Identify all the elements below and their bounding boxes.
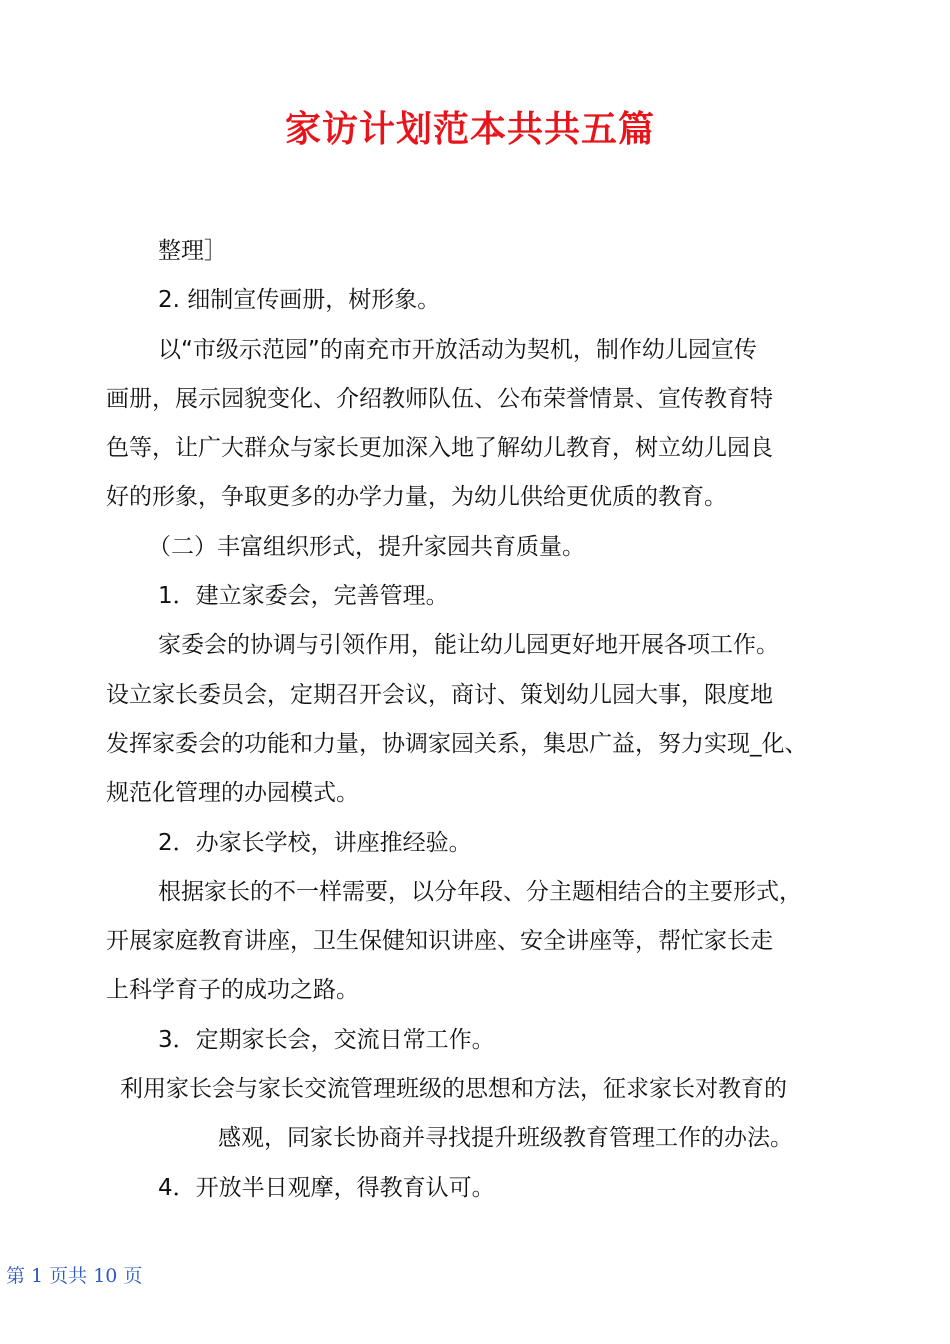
text-line: 利用家长会与家长交流管理班级的思想和方法，征求家长对教育的: [120, 1076, 787, 1103]
text-line: 好的形象，争取更多的办学力量，为幼儿供给更优质的教育。: [106, 484, 727, 511]
text-line: 设立家长委员会，定期召开会议，商讨、策划幼儿园大事，限度地: [106, 681, 773, 708]
text-line: 1．建立家委会，完善管理。: [158, 583, 449, 610]
document-title: 家访计划范本共共五篇: [284, 109, 655, 150]
text-line: 2．办家长学校，讲座推经验。: [158, 829, 472, 856]
text-line: 3．定期家长会，交流日常工作。: [158, 1026, 495, 1053]
text-line: 色等，让广大群众与家长更加深入地了解幼儿教育，树立幼儿园良: [106, 435, 773, 462]
text-line: 感观，同家长协商并寻找提升班级教育管理工作的办法。: [218, 1125, 793, 1152]
text-line: 开展家庭教育讲座，卫生保健知识讲座、安全讲座等，帮忙家长走: [106, 928, 773, 955]
text-line: 上科学育子的成功之路。: [106, 977, 359, 1004]
document-body: [106, 227, 866, 1213]
section-heading: （二）丰富组织形式，提升家园共育质量。: [148, 533, 585, 560]
text-line: 规范化管理的办园模式。: [106, 780, 359, 807]
text-line: 根据家长的不一样需要，以分年段、分主题相结合的主要形式，: [158, 878, 802, 905]
text-line: 2. 细制宣传画册，树形象。: [158, 287, 441, 314]
page-number-footer: 第 1 页共 10 页: [6, 1265, 143, 1287]
text-line: 以“市级示范园”的南充市开放活动为契机，制作幼儿园宣传: [158, 336, 757, 363]
text-line: 家委会的协调与引领作用，能让幼儿园更好地开展各项工作。: [158, 632, 779, 659]
text-line: 4．开放半日观摩，得教育认可。: [158, 1174, 495, 1201]
text-line: 画册，展示园貌变化、介绍教师队伍、公布荣誉情景、宣传教育特: [106, 385, 773, 412]
text-line: 整理］: [158, 238, 227, 264]
text-line: 发挥家委会的功能和力量，协调家园关系，集思广益，努力实现_化、: [106, 730, 808, 757]
